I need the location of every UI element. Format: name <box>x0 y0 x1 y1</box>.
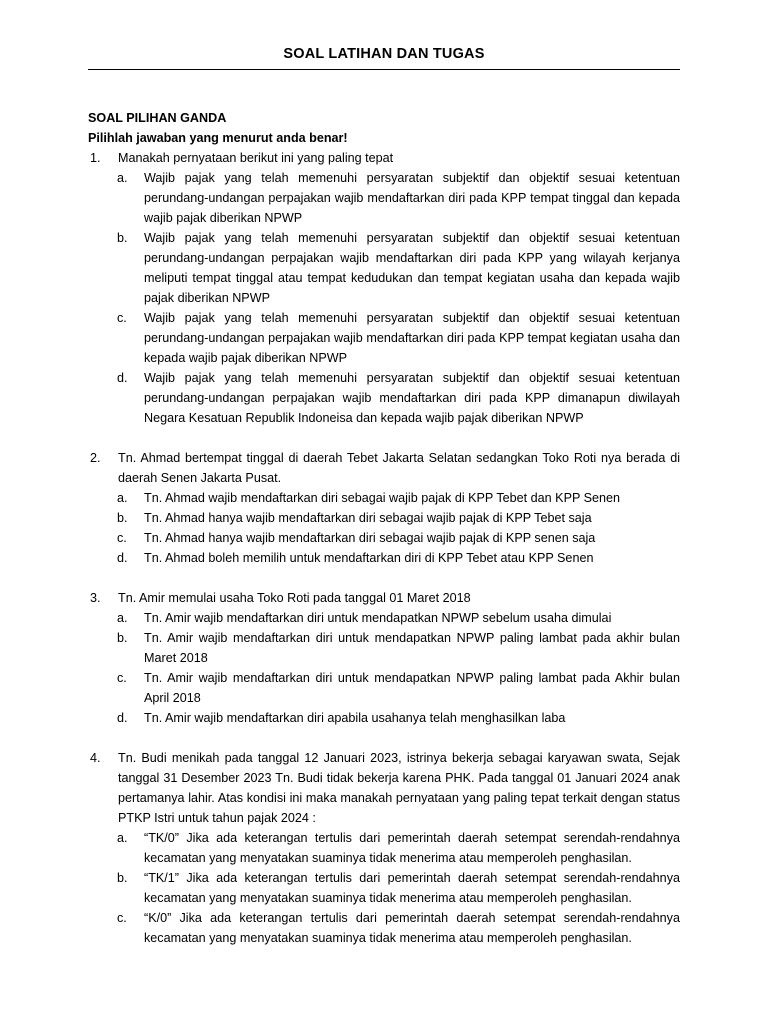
question-4 <box>88 748 680 948</box>
option-text: Wajib pajak yang telah memenuhi persyaratan subjektif dan objektif sesuai ketentuan perundang-undangan perpajakan wajib mendaftarkan diri pada KPP tempat tinggal dan kepada wajib pajak diberikan NPWP <box>144 171 680 225</box>
question-2 <box>88 448 680 568</box>
option-item <box>116 528 680 548</box>
option-item <box>116 168 680 228</box>
question-text: Tn. Budi menikah pada tanggal 12 Januari 2023, istrinya bekerja sebagai karyawan swata, Sejak tanggal 31 Desember 2023 Tn. Budi tidak bekerja karena PHK. Pada tanggal 01 Januari 2024 anak pertamanya lahir. Atas kondisi ini maka manakah pernyataan yang paling tepat terkait dengan status PTKP Istri untuk tahun pajak 2024 : <box>118 751 680 825</box>
title-underline <box>88 69 680 70</box>
spacer <box>88 568 680 588</box>
option-list <box>88 828 680 948</box>
question-text: Tn. Amir memulai usaha Toko Roti pada tanggal 01 Maret 2018 <box>118 591 471 605</box>
instruction-text: Pilihlah jawaban yang menurut anda benar! <box>88 131 348 145</box>
option-letter: a. <box>117 831 128 845</box>
option-text: Tn. Amir wajib mendaftarkan diri untuk mendapatkan NPWP sebelum usaha dimulai <box>144 611 612 625</box>
option-letter: d. <box>117 551 128 565</box>
question-3 <box>88 588 680 728</box>
question-number: 1. <box>90 151 101 165</box>
option-letter: b. <box>117 231 128 245</box>
option-letter: b. <box>117 631 128 645</box>
option-text: “TK/0” Jika ada keterangan tertulis dari pemerintah daerah setempat serendah-rendahnya kecamatan yang menyatakan suaminya tidak menerima atau memperoleh penghasilan. <box>144 831 680 865</box>
option-item <box>116 308 680 368</box>
question-number: 4. <box>90 751 101 765</box>
option-list <box>88 608 680 728</box>
option-item <box>116 668 680 708</box>
option-list <box>88 168 680 428</box>
spacer <box>88 428 680 448</box>
option-item <box>116 708 680 728</box>
option-letter: d. <box>117 711 128 725</box>
option-text: Tn. Ahmad boleh memilih untuk mendaftarkan diri di KPP Tebet atau KPP Senen <box>144 551 594 565</box>
option-text: Tn. Amir wajib mendaftarkan diri untuk mendapatkan NPWP paling lambat pada Akhir bulan April 2018 <box>144 671 680 705</box>
option-text: Wajib pajak yang telah memenuhi persyaratan subjektif dan objektif sesuai ketentuan perundang-undangan perpajakan wajib mendaftarkan diri pada KPP yang wilayah kerjanya meliputi tempat tinggal atau tempat kedudukan dan tempat kegiatan usaha dan kepada wajib pajak diberikan NPWP <box>144 231 680 305</box>
option-text: Tn. Amir wajib mendaftarkan diri untuk mendapatkan NPWP paling lambat pada akhir bulan Maret 2018 <box>144 631 680 665</box>
section-title: SOAL PILIHAN GANDA <box>88 111 227 125</box>
option-item <box>116 828 680 868</box>
option-letter: a. <box>117 611 128 625</box>
option-item <box>116 488 680 508</box>
option-item <box>116 228 680 308</box>
option-letter: d. <box>117 371 128 385</box>
option-letter: c. <box>117 911 127 925</box>
question-text: Manakah pernyataan berikut ini yang paling tepat <box>118 151 394 165</box>
option-item <box>116 868 680 908</box>
option-text: Tn. Amir wajib mendaftarkan diri apabila usahanya telah menghasilkan laba <box>144 711 566 725</box>
option-text: “K/0” Jika ada keterangan tertulis dari pemerintah daerah setempat serendah-rendahnya kecamatan yang menyatakan suaminya tidak menerima atau memperoleh penghasilan. <box>144 911 680 945</box>
option-item <box>116 628 680 668</box>
option-text: Tn. Ahmad hanya wajib mendaftarkan diri sebagai wajib pajak di KPP Tebet saja <box>144 511 592 525</box>
option-text: Wajib pajak yang telah memenuhi persyaratan subjektif dan objektif sesuai ketentuan perundang-undangan perpajakan wajib mendaftarkan diri pada KPP tempat kegiatan usaha dan kepada wajib pajak diberikan NPWP <box>144 311 680 365</box>
option-text: Tn. Ahmad wajib mendaftarkan diri sebagai wajib pajak di KPP Tebet dan KPP Senen <box>144 491 621 505</box>
option-text: Tn. Ahmad hanya wajib mendaftarkan diri sebagai wajib pajak di KPP senen saja <box>144 531 596 545</box>
question-number: 3. <box>90 591 101 605</box>
option-letter: c. <box>117 531 127 545</box>
option-letter: b. <box>117 871 128 885</box>
question-1 <box>88 148 680 428</box>
option-letter: a. <box>117 491 128 505</box>
document-content <box>88 108 680 948</box>
document-title: SOAL LATIHAN DAN TUGAS <box>283 46 485 62</box>
option-letter: c. <box>117 311 127 325</box>
option-item <box>116 368 680 428</box>
option-text: Wajib pajak yang telah memenuhi persyaratan subjektif dan objektif sesuai ketentuan perundang-undangan perpajakan wajib mendaftarkan diri pada KPP dimanapun diwilayah Negara Kesatuan Republik Indoneisa dan kepada wajib pajak diberikan NPWP <box>144 371 680 425</box>
option-letter: a. <box>117 171 128 185</box>
option-item <box>116 508 680 528</box>
option-item <box>116 908 680 948</box>
spacer <box>88 728 680 748</box>
option-letter: c. <box>117 671 127 685</box>
option-item <box>116 548 680 568</box>
question-number: 2. <box>90 451 101 465</box>
option-list <box>88 488 680 568</box>
option-item <box>116 608 680 628</box>
question-text: Tn. Ahmad bertempat tinggal di daerah Tebet Jakarta Selatan sedangkan Toko Roti nya berada di daerah Senen Jakarta Pusat. <box>118 451 680 485</box>
option-text: “TK/1” Jika ada keterangan tertulis dari pemerintah daerah setempat serendah-rendahnya kecamatan yang menyatakan suaminya tidak menerima atau memperoleh penghasilan. <box>144 871 680 905</box>
option-letter: b. <box>117 511 128 525</box>
